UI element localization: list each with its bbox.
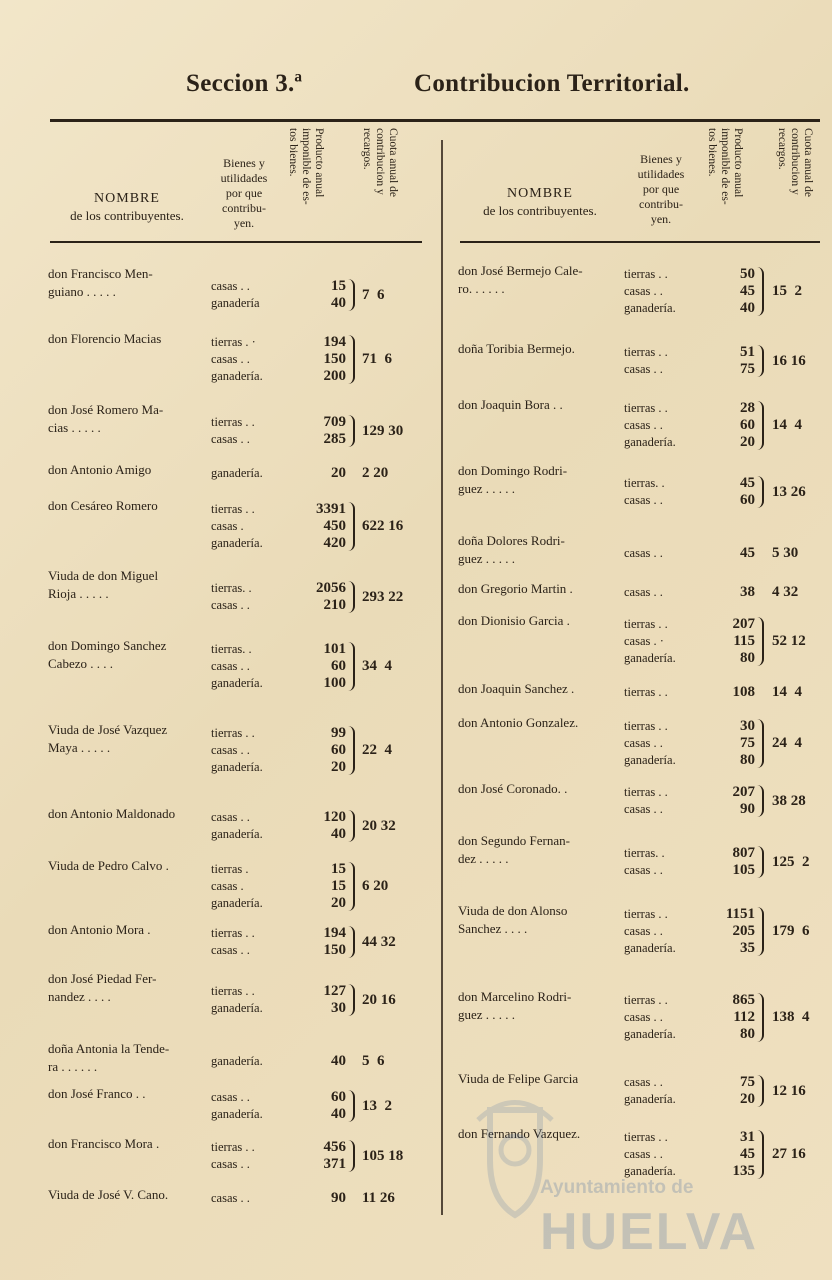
cuota-header-right: Cuota anual de contribucion y recargos. [776, 128, 814, 197]
taxable-value: 40 [331, 1106, 346, 1122]
taxable-value: 20 [331, 465, 346, 481]
contributor-name: don Antonio Maldonado [48, 806, 176, 821]
cuota-header: Cuota anual de contribucion y recargos. [361, 128, 399, 197]
taxable-value: 60 [740, 492, 755, 508]
property-type: casas . [211, 519, 244, 533]
annual-quota: 5 6 [362, 1053, 385, 1069]
taxable-value: 150 [323, 942, 346, 958]
nombre-header-subtitle-right: de los contribuyentes. [483, 203, 597, 218]
property-type: tierras . . [624, 617, 668, 631]
contributor-name: doña Antonia la Tende- ra . . . . . . [48, 1041, 170, 1074]
property-type: casas . . [211, 352, 250, 366]
property-type: tierras . . [624, 907, 668, 921]
contributor-name: Viuda de Felipe Garcia [458, 1071, 579, 1086]
annual-quota: 7 6 [362, 286, 385, 303]
taxable-value: 115 [733, 633, 755, 649]
annual-quota: 20 32 [362, 817, 396, 834]
property-type: casas . . [624, 736, 663, 750]
taxable-value: 135 [732, 1163, 755, 1179]
contributor-name: doña Toribia Bermejo. [458, 341, 575, 356]
contributor-name: don Florencio Macias [48, 331, 162, 346]
annual-quota: 20 16 [362, 991, 396, 1008]
taxable-value: 15 [331, 861, 346, 877]
property-type: tierras. . [211, 642, 252, 656]
header-bottom-rule-right [460, 241, 820, 243]
taxable-value: 456 [323, 1139, 346, 1155]
contributor-name: don Cesáreo Romero [48, 498, 158, 513]
taxable-value: 99 [331, 725, 346, 741]
property-type: tierras . . [624, 401, 668, 415]
property-type: casas . . [624, 924, 663, 938]
section-heading: Seccion 3.ª [186, 70, 303, 97]
taxable-value: 60 [331, 658, 346, 674]
taxable-value: 108 [732, 684, 755, 700]
nombre-header-title-right: NOMBRE [507, 186, 573, 201]
property-type: ganadería. [211, 369, 263, 383]
property-type: tierras . . [211, 502, 255, 516]
grouping-brace [757, 785, 764, 817]
property-type: casas . . [211, 943, 250, 957]
property-type: casas . . [624, 1075, 663, 1089]
property-type: casas . . [624, 546, 663, 560]
annual-quota: 34 4 [362, 658, 392, 674]
annual-quota: 16 16 [772, 352, 806, 369]
property-type: casas . . [211, 432, 250, 446]
grouping-brace [348, 581, 355, 613]
property-type: ganadería. [211, 760, 263, 774]
property-type: ganadería. [211, 1001, 263, 1015]
contributor-name: don Francisco Men- guiano . . . . . [48, 266, 153, 299]
producto-header: Producto anual imponible de es- tos bienes. [287, 128, 325, 205]
taxable-value: 35 [740, 940, 755, 956]
property-type: casas . . [624, 284, 663, 298]
contributor-name: don José Coronado. . [458, 781, 568, 796]
taxable-value: 38 [740, 584, 755, 600]
header-bottom-rule-left [50, 241, 422, 243]
grouping-brace [348, 415, 355, 447]
taxable-value: 207 [732, 784, 755, 800]
property-type: tierras . . [624, 267, 668, 281]
taxable-value: 15 [331, 278, 346, 294]
taxable-value: 100 [323, 675, 346, 691]
contributor-name: don Domingo Rodri- guez . . . . . [458, 463, 568, 496]
property-type: tierras . · [211, 335, 256, 349]
producto-header-right: Producto anual imponible de es- tos bienes. [706, 128, 744, 205]
property-type: tierras . . [211, 984, 255, 998]
property-type: tierras . . [624, 345, 668, 359]
property-type: ganadería. [211, 896, 263, 910]
contributor-name: don Dionisio Garcia . [458, 613, 570, 628]
bienes-header-right: Bienes y utilidades por que contribu- yen. [637, 152, 685, 226]
annual-quota: 105 18 [362, 1147, 404, 1164]
annual-quota: 5 30 [772, 545, 799, 561]
property-type: tierras . [211, 862, 249, 876]
nombre-header-right [460, 185, 620, 219]
taxable-value: 50 [740, 266, 755, 282]
grouping-brace [348, 1090, 355, 1122]
contributor-name: don Antonio Gonzalez. [458, 715, 579, 730]
grouping-brace [348, 502, 355, 551]
property-type: ganadería. [624, 1092, 676, 1106]
taxable-value: 28 [740, 400, 755, 416]
taxable-value: 3391 [316, 501, 346, 517]
taxable-value: 40 [740, 300, 755, 316]
taxable-value: 60 [331, 1089, 346, 1105]
taxable-value: 45 [740, 545, 755, 561]
taxable-value: 20 [331, 759, 346, 775]
contributor-name: don Fernando Vazquez. [458, 1126, 581, 1141]
annual-quota: 4 32 [772, 584, 799, 600]
property-type: ganadería [211, 296, 260, 310]
taxable-value: 120 [323, 809, 346, 825]
annual-quota: 71 6 [362, 351, 392, 367]
annual-quota: 15 2 [772, 283, 802, 299]
property-type: tierras . . [624, 785, 668, 799]
taxable-value: 80 [740, 1026, 755, 1042]
taxable-value: 45 [740, 283, 755, 299]
taxable-value: 75 [740, 735, 755, 751]
taxable-value: 420 [323, 535, 346, 551]
property-type: ganadería. [624, 435, 676, 449]
contributor-name: don José Bermejo Cale- ro. . . . . . [458, 263, 583, 296]
taxable-value: 194 [323, 925, 346, 941]
grouping-brace [348, 1140, 355, 1172]
property-type: ganadería. [624, 941, 676, 955]
grouping-brace [348, 726, 355, 775]
contributor-name: Viuda de José V. Cano. [48, 1187, 169, 1202]
contributor-name: don Joaquin Sanchez . [458, 681, 575, 696]
property-type: ganadería. [624, 301, 676, 315]
taxable-value: 205 [732, 923, 755, 939]
page-title: Contribucion Territorial. [414, 70, 690, 97]
annual-quota: 27 16 [772, 1146, 806, 1162]
annual-quota: 6 20 [362, 878, 389, 894]
annual-quota: 14 4 [772, 684, 802, 700]
annual-quota: 125 2 [772, 853, 810, 870]
contributor-name: don José Franco . . [48, 1086, 146, 1101]
property-type: tierras . . [624, 685, 668, 699]
contributor-name: don Joaquin Bora . . [458, 397, 563, 412]
taxable-value: 40 [331, 826, 346, 842]
taxable-value: 20 [331, 895, 346, 911]
bienes-header: Bienes y utilidades por que contribu- yen. [220, 156, 268, 230]
grouping-brace [757, 476, 764, 508]
annual-quota: 129 30 [362, 422, 404, 439]
nombre-header [52, 190, 202, 224]
contributor-name: don Domingo Sanchez Cabezo . . . . [48, 638, 167, 671]
taxable-value: 112 [733, 1009, 755, 1025]
header-rule [50, 119, 820, 122]
grouping-brace [757, 846, 764, 878]
property-type: ganadería. [211, 827, 263, 841]
grouping-brace [757, 617, 764, 666]
property-type: casas . . [624, 1010, 663, 1024]
taxable-value: 30 [331, 1000, 346, 1016]
property-type: casas . . [211, 1191, 250, 1205]
property-type: casas . . [624, 863, 663, 877]
grouping-brace [757, 993, 764, 1042]
property-type: casas . . [624, 1147, 663, 1161]
property-type: tierras . . [624, 993, 668, 1007]
grouping-brace [757, 719, 764, 768]
contributor-name: don Marcelino Rodri- guez . . . . . [458, 989, 572, 1022]
annual-quota: 13 26 [772, 483, 806, 500]
property-type: casas . . [624, 362, 663, 376]
property-type: ganadería. [624, 1164, 676, 1178]
contributor-name: doña Dolores Rodri- guez . . . . . [458, 533, 565, 566]
property-type: casas . . [624, 418, 663, 432]
taxable-value: 807 [732, 845, 755, 861]
annual-quota: 38 28 [772, 792, 806, 809]
grouping-brace [348, 984, 355, 1016]
watermark-line-big: HUELVA [540, 1203, 759, 1261]
taxable-value: 210 [323, 597, 346, 613]
contributor-name: don José Piedad Fer- nandez . . . . [48, 971, 157, 1004]
grouping-brace [348, 279, 355, 311]
taxable-value: 2056 [316, 580, 346, 596]
property-type: casas . . [211, 810, 250, 824]
taxable-value: 90 [740, 801, 755, 817]
annual-quota: 179 6 [772, 923, 810, 939]
property-type: casas . . [211, 659, 250, 673]
taxable-value: 207 [732, 616, 755, 632]
annual-quota: 11 26 [362, 1190, 395, 1206]
grouping-brace [757, 401, 764, 450]
contributor-name: don Francisco Mora . [48, 1136, 160, 1151]
nombre-header-subtitle: de los contribuyentes. [70, 208, 184, 223]
watermark-line-small: Ayuntamiento de [540, 1177, 694, 1198]
annual-quota: 22 4 [362, 742, 392, 758]
taxable-value: 105 [732, 862, 755, 878]
annual-quota: 52 12 [772, 633, 806, 649]
contributor-name: Viuda de don Miguel Rioja . . . . . [48, 568, 159, 601]
annual-quota: 44 32 [362, 933, 396, 950]
property-type: casas . . [211, 279, 250, 293]
property-type: casas . . [624, 493, 663, 507]
property-type: tierras. . [624, 476, 665, 490]
grouping-brace [348, 862, 355, 911]
taxable-value: 80 [740, 650, 755, 666]
property-type: ganadería. [211, 1107, 263, 1121]
property-type: ganadería. [211, 1054, 263, 1068]
property-type: casas . . [211, 1090, 250, 1104]
taxable-value: 30 [740, 718, 755, 734]
annual-quota: 2 20 [362, 465, 389, 481]
property-type: ganadería. [211, 466, 263, 480]
taxable-value: 285 [323, 431, 346, 447]
taxable-value: 60 [740, 417, 755, 433]
property-type: ganadería. [211, 676, 263, 690]
property-type: casas . [211, 879, 244, 893]
taxable-value: 31 [740, 1129, 755, 1145]
contributor-name: Viuda de Pedro Calvo . [48, 858, 169, 873]
nombre-header-title: NOMBRE [94, 191, 160, 206]
property-type: casas . . [211, 598, 250, 612]
taxable-value: 200 [323, 368, 346, 384]
annual-quota: 622 16 [362, 518, 404, 534]
taxable-value: 20 [740, 1091, 755, 1107]
property-type: ganadería. [211, 536, 263, 550]
property-type: tierras . . [211, 926, 255, 940]
annual-quota: 13 2 [362, 1097, 392, 1114]
taxable-value: 450 [323, 518, 346, 534]
column-divider [441, 140, 443, 1215]
taxable-value: 75 [740, 361, 755, 377]
taxable-value: 1151 [725, 906, 755, 922]
grouping-brace [757, 345, 764, 377]
contributor-name: don José Romero Ma- cias . . . . . [48, 402, 164, 435]
annual-quota: 24 4 [772, 735, 802, 751]
property-type: ganadería. [624, 651, 676, 665]
taxable-value: 127 [323, 983, 346, 999]
property-type: casas . . [624, 585, 663, 599]
property-type: casas . . [211, 743, 250, 757]
property-type: ganadería. [624, 753, 676, 767]
property-type: casas . · [624, 634, 664, 648]
taxable-value: 101 [323, 641, 346, 657]
taxable-value: 20 [740, 434, 755, 450]
grouping-brace [348, 335, 355, 384]
grouping-brace [348, 926, 355, 958]
property-type: tierras . . [211, 415, 255, 429]
taxable-value: 371 [323, 1156, 346, 1172]
contributor-name: don Antonio Amigo [48, 462, 152, 477]
annual-quota: 12 16 [772, 1082, 806, 1099]
taxable-value: 40 [331, 1053, 346, 1069]
taxable-value: 194 [323, 334, 346, 350]
property-type: tierras. . [211, 581, 252, 595]
contributor-name: Viuda de don Alonso Sanchez . . . . [458, 903, 568, 936]
annual-quota: 14 4 [772, 417, 802, 433]
property-type: casas . . [211, 1157, 250, 1171]
taxable-value: 45 [740, 475, 755, 491]
property-type: tierras. . [624, 846, 665, 860]
taxable-value: 15 [331, 878, 346, 894]
taxable-value: 60 [331, 742, 346, 758]
contributor-name: don Gregorio Martin . [458, 581, 573, 596]
contributor-name: don Segundo Fernan- dez . . . . . [458, 833, 570, 866]
taxable-value: 80 [740, 752, 755, 768]
property-type: tierras . . [624, 1130, 668, 1144]
taxable-value: 865 [732, 992, 755, 1008]
grouping-brace [757, 907, 764, 956]
taxable-value: 75 [740, 1074, 755, 1090]
taxable-value: 709 [323, 414, 346, 430]
contributor-name: Viuda de José Vazquez Maya . . . . . [48, 722, 168, 755]
property-type: tierras . . [624, 719, 668, 733]
contributor-name: don Antonio Mora . [48, 922, 151, 937]
taxable-value: 40 [331, 295, 346, 311]
annual-quota: 138 4 [772, 1009, 810, 1025]
property-type: tierras . . [211, 726, 255, 740]
property-type: casas . . [624, 802, 663, 816]
taxable-value: 90 [331, 1190, 346, 1206]
grouping-brace [348, 810, 355, 842]
taxable-value: 51 [740, 344, 755, 360]
grouping-brace [757, 267, 764, 316]
grouping-brace [348, 642, 355, 691]
annual-quota: 293 22 [362, 588, 404, 605]
property-type: ganadería. [624, 1027, 676, 1041]
taxable-value: 150 [323, 351, 346, 367]
property-type: tierras . . [211, 1140, 255, 1154]
taxable-value: 45 [740, 1146, 755, 1162]
